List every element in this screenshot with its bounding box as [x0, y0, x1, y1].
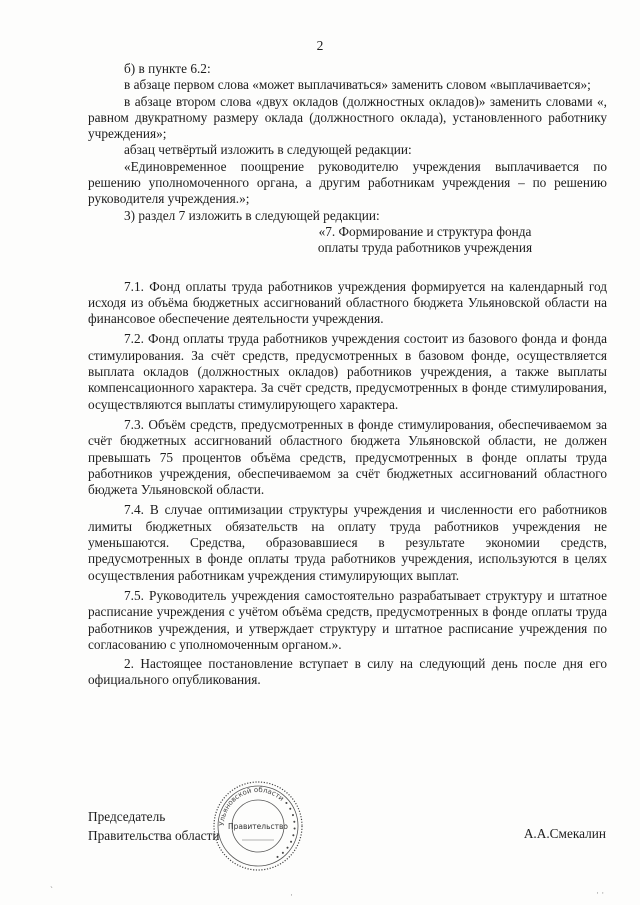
paragraph: 3) раздел 7 изложить в следующей редакции: [124, 207, 380, 223]
clause-7-4: 7.4. В случае оптимизации структуры учреждения и численности его работников лимиты бюджетных обязательств на оплату труда работников учреждения не уменьшаются. Средства, образовавшиеся в результате экономии средств, предусмотренных в фонде оплаты труда работников учреждения, используются в целях осуществления работникам учреждения стимулирующих выплат. [88, 502, 607, 583]
official-seal [212, 780, 304, 872]
section-title-line2: оплаты труда работников учреждения [317, 240, 533, 256]
document-body [88, 61, 607, 689]
signature-title-line2: Правительства области [88, 828, 220, 843]
effective-clause: 2. Настоящее постановление вступает в силу на следующий день после дня его официального опубликования. [88, 656, 607, 688]
scan-speck: ˏ [50, 878, 53, 888]
paragraph: абзац четвёртый изложить в следующей редакции: [124, 142, 412, 158]
page-number: 2 [316, 38, 324, 53]
signature-title-line1: Председатель [88, 809, 166, 824]
svg-text:Ульяновской области • • • • •: Ульяновской области • • • • • • • • • • [217, 785, 299, 861]
section-title-line1: «7. Формирование и структура фонда [318, 223, 532, 239]
clause-7-2: 7.2. Фонд оплаты труда работников учреждения состоит из базового фонда и фонда стимулирования. За счёт средств, предусмотренных в базовом фонде, осуществляется выплата окладов (должностных окладов) работников учреждения, а также выплаты компенсационного характера. За счёт средств, предусмотренных в фонде стимулирования, осуществляются выплаты стимулирующего характера. [88, 331, 607, 412]
clause-7-1: 7.1. Фонд оплаты труда работников учреждения формируется на календарный год исходя из объёма бюджетных ассигнований областного бюджета Ульяновской области на финансовое обеспечение деятельности учреждения. [88, 278, 607, 327]
clause-7-3: 7.3. Объём средств, предусмотренных в фонде стимулирования, обеспечиваемом за счёт бюджетных ассигнований областного бюджета Ульяновской области, не должен превышать 75 процентов объёма средств, предусмотренных в фонде оплаты труда работников учреждения, обеспечиваемом за счёт бюджетных ассигнований областного бюджета Ульяновской области. [88, 416, 607, 498]
scan-speck: · [290, 890, 293, 900]
section-title [88, 224, 607, 257]
clause-7-5: 7.5. Руководитель учреждения самостоятельно разрабатывает структуру и штатное расписание учреждения с учётом объёма средств, предусмотренных в фонде оплаты труда работников учреждения, и утверждает структуру и штатное расписание учреждения по согласованию с уполномоченным органом.». [88, 587, 607, 652]
signatory-name: А.А.Смекалин [523, 826, 606, 841]
paragraph: б) в пункте 6.2: [124, 61, 211, 76]
paragraph: в абзаце первом слова «может выплачиваться» заменить словом «выплачивается»; [124, 77, 591, 93]
svg-text:Правительство: Правительство [228, 822, 288, 831]
signature-title [88, 807, 219, 845]
scan-speck: · · [596, 888, 605, 898]
paragraph: «Единовременное поощрение руководителю учреждения выплачивается по решению уполномоченного органа, а другим работникам учреждения – по решению руководителя учреждения.»; [88, 158, 607, 207]
paragraph: в абзаце втором слова «двух окладов (должностных окладов)» заменить словами «, равном двукратному размеру оклада (должностного оклада), установленного работнику учреждения»; [88, 93, 607, 142]
